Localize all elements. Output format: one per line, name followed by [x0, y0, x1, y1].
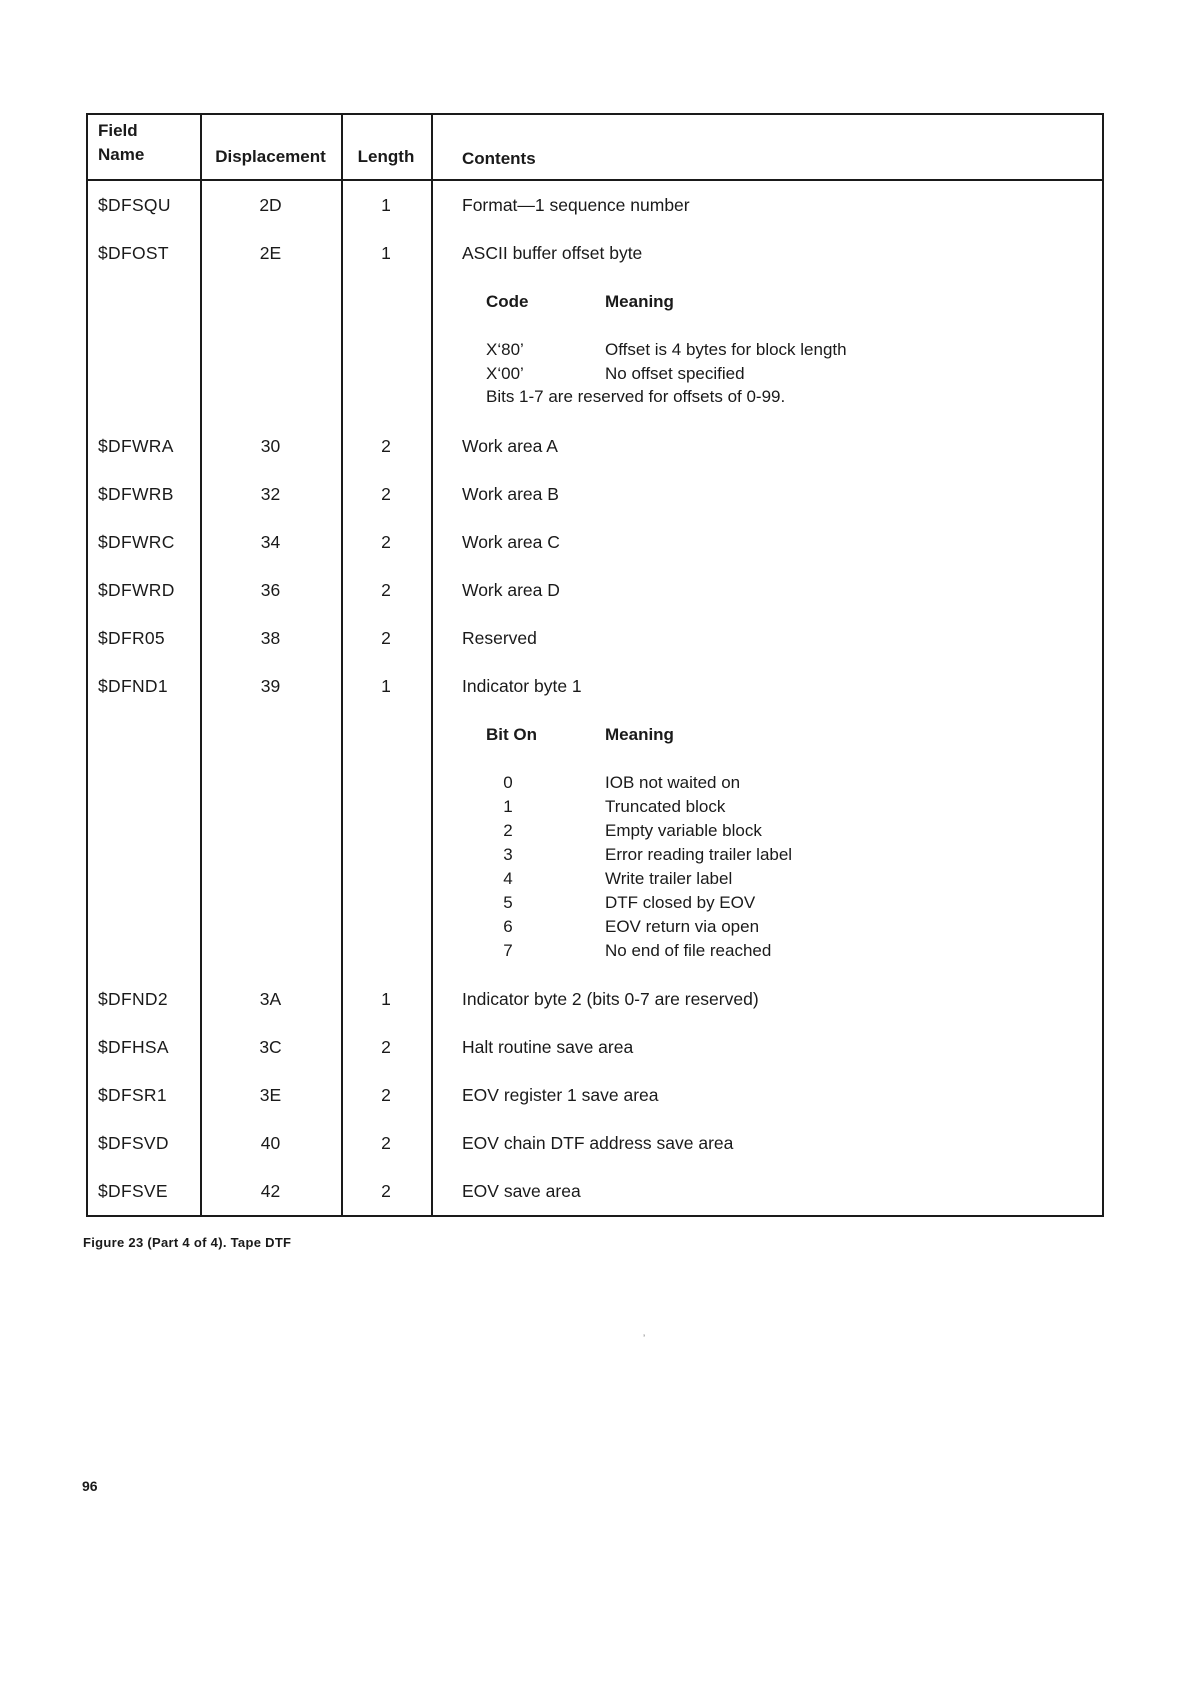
bit-meaning: EOV return via open	[605, 917, 760, 936]
contents-text: EOV save area	[462, 1181, 581, 1201]
table-row	[88, 1133, 1102, 1173]
tape-dtf-table	[86, 113, 1104, 1217]
bit-number: 4	[503, 869, 513, 888]
length-value: 2	[381, 1085, 391, 1105]
table-row	[88, 628, 1102, 668]
bit-meaning: Empty variable block	[605, 821, 762, 840]
field-name: $DFWRB	[98, 484, 174, 504]
displacement-value: 3C	[259, 1037, 282, 1057]
field-name: $DFOST	[98, 243, 169, 263]
table-row	[88, 989, 1102, 1029]
displacement-value: 36	[260, 580, 281, 600]
offset-note: Bits 1-7 are reserved for offsets of 0-99.	[486, 387, 786, 406]
displacement-value: 3E	[259, 1085, 282, 1105]
header-divider	[88, 179, 1102, 181]
displacement-value: 32	[260, 484, 281, 504]
displacement-value: 34	[260, 532, 281, 552]
field-name: $DFWRD	[98, 580, 175, 600]
displacement-value: 38	[260, 628, 281, 648]
offset-code: X‘00’	[486, 364, 524, 383]
bit-meaning: Truncated block	[605, 797, 726, 816]
field-name: $DFWRA	[98, 436, 174, 456]
displacement-value: 3A	[259, 989, 282, 1009]
bit-number: 3	[503, 845, 513, 864]
field-name: $DFND1	[98, 676, 168, 696]
length-value: 1	[381, 989, 391, 1009]
header-field-name-line2: Name	[98, 145, 145, 164]
displacement-value: 39	[260, 676, 281, 696]
displacement-value: 2E	[259, 243, 282, 263]
table-row	[88, 532, 1102, 572]
table-row	[88, 1037, 1102, 1077]
length-value: 2	[381, 580, 391, 600]
scan-speck: ʼ	[643, 1334, 646, 1345]
length-value: 2	[381, 1181, 391, 1201]
table-row	[88, 580, 1102, 620]
header-contents: Contents	[462, 149, 536, 168]
table-row	[88, 1085, 1102, 1125]
page-number: 96	[82, 1478, 98, 1494]
table-row	[88, 243, 1102, 283]
bit-meaning: No end of file reached	[605, 941, 772, 960]
contents-text: Work area B	[462, 484, 559, 504]
bit-number: 1	[503, 797, 513, 816]
bit-meaning: IOB not waited on	[605, 773, 741, 792]
bit-meaning: DTF closed by EOV	[605, 893, 756, 912]
bit-number: 6	[503, 917, 513, 936]
contents-text: Indicator byte 2 (bits 0-7 are reserved)	[462, 989, 759, 1009]
offset-meaning: No offset specified	[605, 364, 745, 383]
field-name: $DFSVD	[98, 1133, 169, 1153]
field-name: $DFSR1	[98, 1085, 167, 1105]
displacement-value: 42	[260, 1181, 281, 1201]
contents-text: EOV chain DTF address save area	[462, 1133, 734, 1153]
bit-number: 2	[503, 821, 513, 840]
length-value: 1	[381, 676, 391, 696]
offset-meaning: Offset is 4 bytes for block length	[605, 340, 847, 359]
field-name: $DFWRC	[98, 532, 175, 552]
length-value: 2	[381, 628, 391, 648]
length-value: 2	[381, 532, 391, 552]
field-name: $DFND2	[98, 989, 168, 1009]
header-field-name-line1: Field	[98, 121, 138, 140]
displacement-value: 30	[260, 436, 281, 456]
displacement-value: 2D	[259, 195, 282, 215]
length-value: 2	[381, 484, 391, 504]
contents-text: ASCII buffer offset byte	[462, 243, 643, 263]
bit-number: 7	[503, 941, 513, 960]
table-row	[88, 484, 1102, 524]
contents-text: Format—1 sequence number	[462, 195, 690, 215]
bit-meaning: Error reading trailer label	[605, 845, 793, 864]
length-value: 2	[381, 1037, 391, 1057]
table-row	[88, 1181, 1102, 1221]
table-row	[88, 436, 1102, 476]
length-value: 2	[381, 436, 391, 456]
contents-text: Work area D	[462, 580, 560, 600]
field-name: $DFSVE	[98, 1181, 168, 1201]
displacement-value: 40	[260, 1133, 281, 1153]
bit-on-subheader: Bit On	[486, 725, 537, 744]
bit-number: 0	[503, 773, 513, 792]
field-name: $DFR05	[98, 628, 165, 648]
contents-text: Reserved	[462, 628, 537, 648]
length-value: 2	[381, 1133, 391, 1153]
offset-code: X‘80’	[486, 340, 524, 359]
table-row	[88, 676, 1102, 716]
bit-number: 5	[503, 893, 513, 912]
code-subheader: Code	[486, 292, 529, 311]
contents-text: Work area C	[462, 532, 560, 552]
contents-text: Work area A	[462, 436, 558, 456]
field-name: $DFSQU	[98, 195, 171, 215]
contents-text: EOV register 1 save area	[462, 1085, 659, 1105]
header-displacement: Displacement	[215, 147, 326, 166]
bit-meaning-subheader: Meaning	[605, 725, 674, 744]
bit-meaning: Write trailer label	[605, 869, 733, 888]
code-meaning-subheader: Meaning	[605, 292, 674, 311]
contents-text: Halt routine save area	[462, 1037, 634, 1057]
length-value: 1	[381, 195, 391, 215]
field-name: $DFHSA	[98, 1037, 169, 1057]
header-length: Length	[357, 147, 415, 166]
figure-caption: Figure 23 (Part 4 of 4). Tape DTF	[83, 1235, 292, 1250]
table-row	[88, 195, 1102, 235]
contents-text: Indicator byte 1	[462, 676, 582, 696]
length-value: 1	[381, 243, 391, 263]
